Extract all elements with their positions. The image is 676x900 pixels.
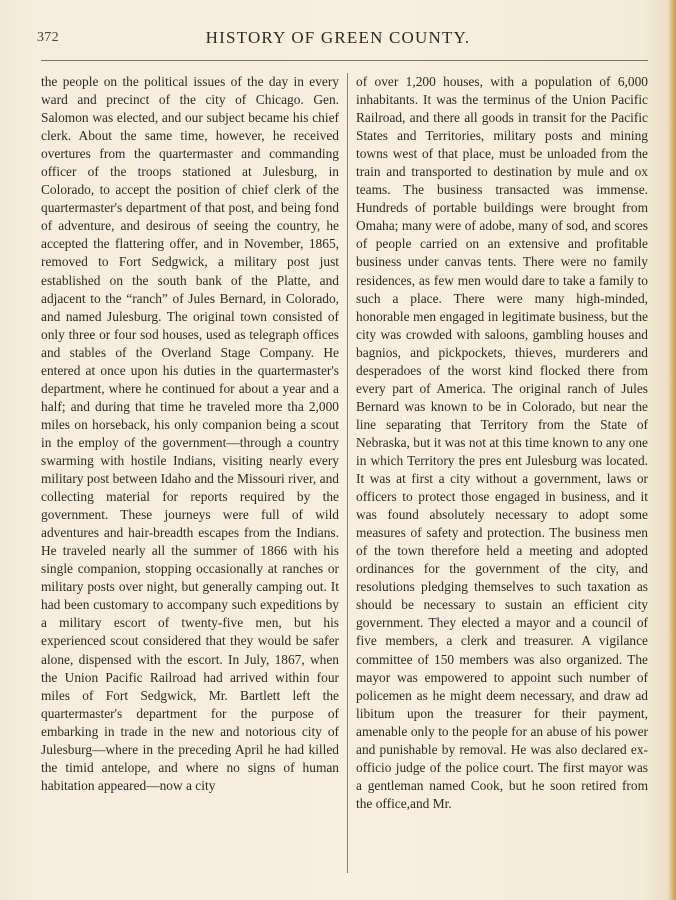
left-column bbox=[41, 73, 339, 795]
right-column bbox=[356, 73, 648, 813]
left-column-text: the people on the political issues of the day in every ward and precinct of the city of Chicago. Gen. Salomon was elected, and our subject became his chief clerk. About the same time, however, he received overtures from the quartermaster and commanding officer of the troops stationed at Julesburg, in Colorado, to accept the position of chief clerk of the quartermaster's department of that post, and being fond of adventure, and desirous of seeing the country, he accepted the flattering offer, and in November, 1865, removed to Fort Sedgwick, a military post just established on the south bank of the Platte, and adjacent to the “ranch” of Jules Bernard, in Colorado, and named Julesburg. The original town consisted of only three or four sod houses, used as telegraph offices and stables of the Overland Stage Company. He entered at once upon his duties in the quartermaster's department, where he continued for about a year and a half; and during that time he traveled more tha 2,000 miles on horseback, his only companion being a scout in the employ of the government—through a country swarming with hostile Indians, visiting nearly every military post between Idaho and the Missouri river, and collecting material for reports required by the government. These journeys were full of wild adventures and hair-breadth escapes from the Indians. He traveled nearly all the summer of 1866 with his single companion, stopping occasionally at ranches or military posts over night, but generally camping out. It had been customary to accompany such expeditions by a military escort of twenty-five men, but his experienced scout considered that they would be safer alone, dispensed with the escort. In July, 1867, when the Union Pacific Railroad had arrived within four miles of Fort Sedgwick, Mr. Bartlett left the quartermaster's department for the purpose of embarking in trade in the new and notorious city of Julesburg—where in the preceding April he had killed the timid antelope, and where no signs of human habitation appeared—now a city bbox=[41, 74, 339, 793]
right-column-text: of over 1,200 houses, with a population of 6,000 inhabitants. It was the terminus of the Union Pacific Railroad, and there all goods in transit for the Pacific States and Territories, military posts and mining towns west of that place, must be unloaded from the train and transported to destination by mule and ox teams. The business transacted was immense. Hundreds of portable buildings were brought from Omaha; many were of adobe, many of sod, and scores of people carried on an extensive and profitable business under canvas tents. There were no family residences, as few men would dare to take a family to such a place. There were many high-minded, honorable men engaged in legitimate business, but the city was crowded with saloons, gambling houses and bagnios, and pickpockets, thieves, murderers and desperadoes of the worst kind flocked there from every part of America. The original ranch of Jules Bernard was known to be in Colorado, but near the line separating that Territory from the State of Nebraska, but it was not at this time known to any one in which Territory the pres ent Julesburg was located. It was at first a city without a government, laws or officers to protect those engaged in business, and it was found absolutely necessary to adopt some measures of safety and protection. The business men of the town therefore held a meeting and adopted ordinances for the government of the city, and resolutions pledging themselves to such taxation as should be necessary to sustain an efficient city government. They elected a mayor and a council of five members, a clerk and treasurer. A vigilance committee of 150 members was also organized. The mayor was empowered to appoint such number of policemen as he might deem necessary, and draw ad libitum upon the treasurer for their payment, amenable only to the people for an abuse of his power and punishable by removal. He was also declared ex-officio judge of the police court. The first mayor was a gentleman named Cook, but he soon retired from the office,and Mr. bbox=[356, 74, 648, 811]
header-rule bbox=[41, 60, 648, 61]
column-divider bbox=[347, 73, 348, 873]
running-head-title: HISTORY OF GREEN COUNTY. bbox=[205, 28, 471, 47]
page-edge-shadow bbox=[668, 0, 676, 900]
page-number: 372 bbox=[37, 30, 59, 45]
